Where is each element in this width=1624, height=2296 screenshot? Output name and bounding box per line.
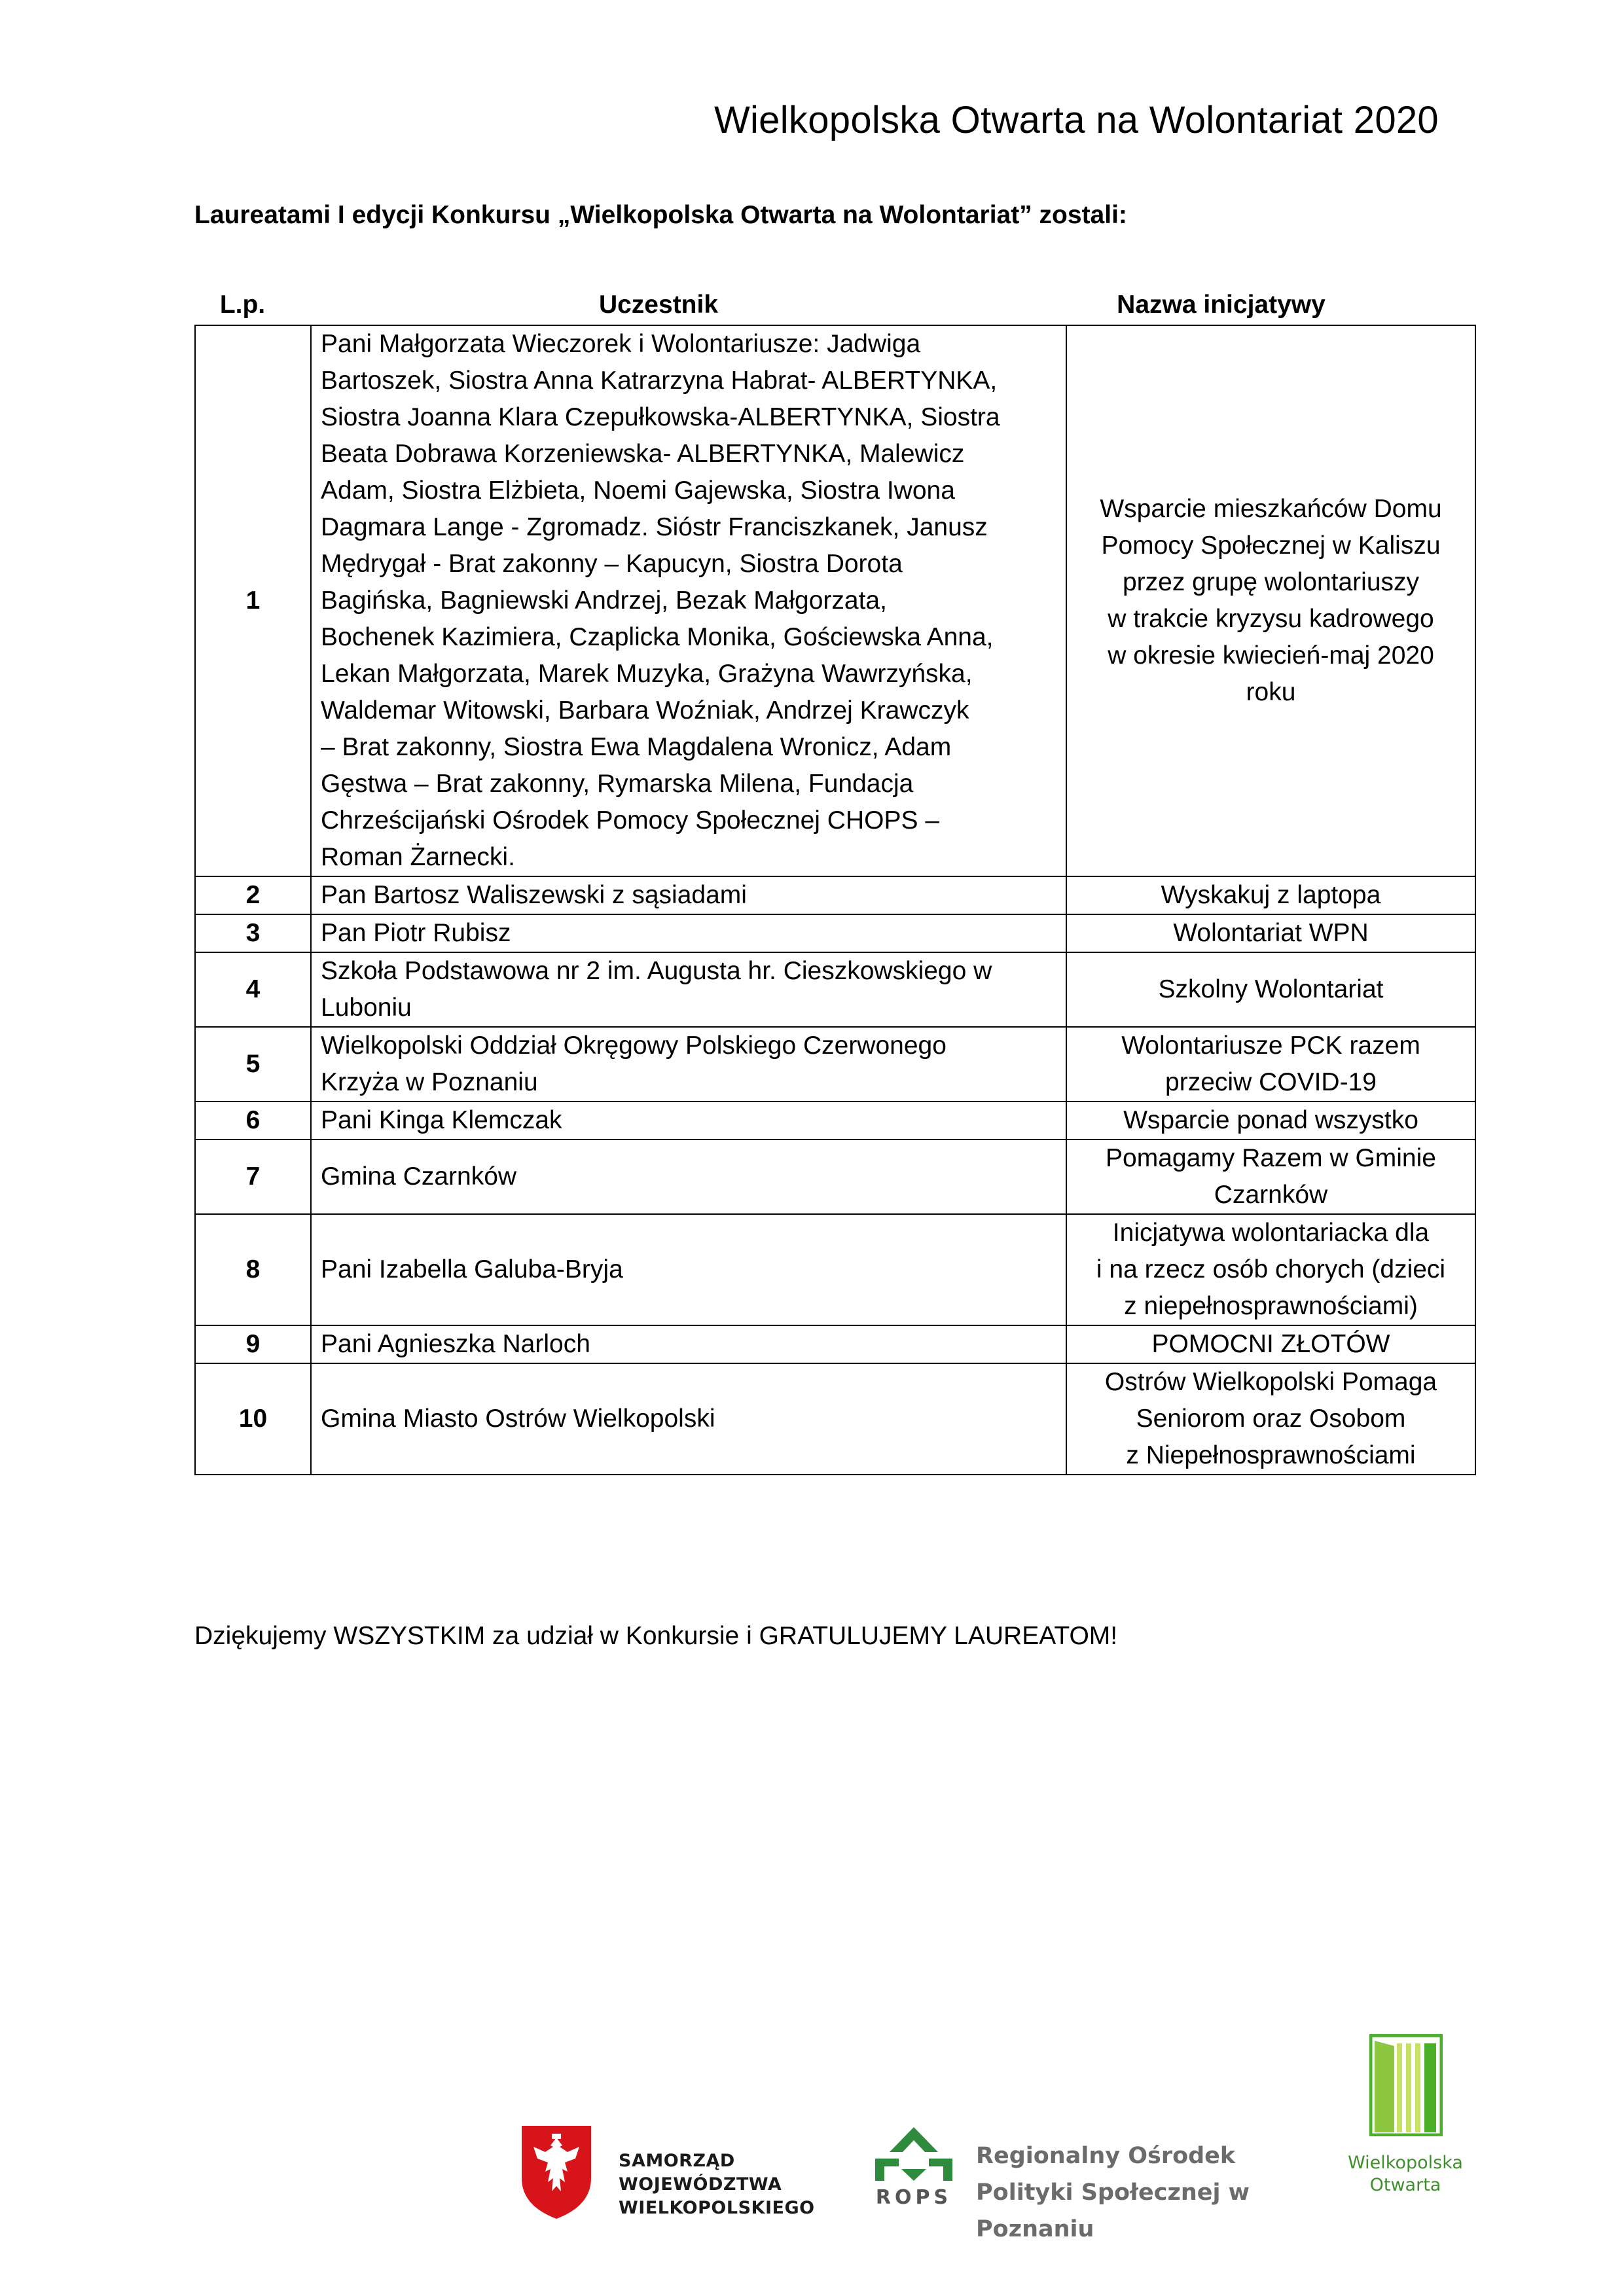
rops-name: Regionalny Ośrodek Polityki Społecznej w Poznaniu xyxy=(976,2143,1250,2242)
participant-cell: Pani Izabella Galuba-Bryja xyxy=(311,1214,1066,1325)
rops-abbreviation: ROPS xyxy=(875,2186,952,2209)
participant-cell: Gmina Czarnków xyxy=(311,1139,1066,1214)
table-row xyxy=(195,1214,1475,1325)
initiative-cell: Wolontariat WPN xyxy=(1066,914,1475,952)
column-header-participant: Uczestnik xyxy=(598,291,719,319)
laureates-table xyxy=(194,325,1476,1475)
row-number: 7 xyxy=(195,1139,311,1214)
row-number: 10 xyxy=(195,1363,311,1475)
row-number: 5 xyxy=(195,1027,311,1102)
table-row xyxy=(195,914,1475,952)
intro-heading: Laureatami I edycji Konkursu „Wielkopolska Otwarta na Wolontariat” zostali: xyxy=(194,201,1127,229)
samorzad-logo-text: SAMORZĄD WOJEWÓDZTWA WIELKOPOLSKIEGO xyxy=(619,2151,815,2218)
column-header-initiative: Nazwa inicjatywy xyxy=(1117,291,1326,319)
initiative-cell: Wyskakuj z laptopa xyxy=(1066,876,1475,914)
wielkopolska-otwarta-logo xyxy=(1343,2034,1468,2204)
table-row xyxy=(195,952,1475,1027)
initiative-cell: POMOCNI ZŁOTÓW xyxy=(1066,1325,1475,1363)
participant-cell: Gmina Miasto Ostrów Wielkopolski xyxy=(311,1363,1066,1475)
eagle-shield-icon xyxy=(519,2123,594,2221)
row-number: 8 xyxy=(195,1214,311,1325)
rops-logo xyxy=(873,2126,1331,2242)
initiative-cell: Wsparcie ponad wszystko xyxy=(1066,1102,1475,1139)
participant-cell: Pan Piotr Rubisz xyxy=(311,914,1066,952)
row-number: 2 xyxy=(195,876,311,914)
row-number: 9 xyxy=(195,1325,311,1363)
row-number: 1 xyxy=(195,325,311,876)
participant-cell: Pani Agnieszka Narloch xyxy=(311,1325,1066,1363)
initiative-cell: Wsparcie mieszkańców Domu Pomocy Społecznej w Kaliszu przez grupę wolontariuszy w trakcie kryzysu kadrowego w okresie kwiecień-maj 2020 roku xyxy=(1066,325,1475,876)
open-door-icon xyxy=(1369,2034,1443,2136)
row-number: 6 xyxy=(195,1102,311,1139)
initiative-cell: Wolontariusze PCK razem przeciw COVID-19 xyxy=(1066,1027,1475,1102)
table-row xyxy=(195,1102,1475,1139)
document-header-title: Wielkopolska Otwarta na Wolontariat 2020 xyxy=(713,99,1439,141)
column-header-lp: L.p. xyxy=(219,291,266,319)
initiative-cell: Szkolny Wolontariat xyxy=(1066,952,1475,1027)
participant-cell: Wielkopolski Oddział Okręgowy Polskiego Czerwonego Krzyża w Poznaniu xyxy=(311,1027,1066,1102)
row-number: 4 xyxy=(195,952,311,1027)
samorzad-logo xyxy=(519,2123,833,2234)
table-row xyxy=(195,1325,1475,1363)
initiative-cell: Inicjatywa wolontariacka dla i na rzecz osób chorych (dzieci z niepełnosprawnościami) xyxy=(1066,1214,1475,1325)
footer-logos xyxy=(0,2029,1624,2242)
rops-arrows-icon xyxy=(873,2126,955,2182)
participant-cell: Pani Kinga Klemczak xyxy=(311,1102,1066,1139)
wielkopolska-otwarta-text: Wielkopolska Otwarta xyxy=(1348,2153,1463,2195)
thanks-note: Dziękujemy WSZYSTKIM za udział w Konkursie i GRATULUJEMY LAUREATOM! xyxy=(194,1622,1118,1650)
initiative-cell: Pomagamy Razem w Gminie Czarnków xyxy=(1066,1139,1475,1214)
row-number: 3 xyxy=(195,914,311,952)
table-row xyxy=(195,876,1475,914)
table-row xyxy=(195,1027,1475,1102)
participant-cell: Pani Małgorzata Wieczorek i Wolontariusze: Jadwiga Bartoszek, Siostra Anna Katrarzyna Habrat- ALBERTYNKA, Siostra Joanna Klara Czepułkowska-ALBERTYNKA, Siostra Beata Dobrawa Korzeniewska- ALBERTYNKA, Malewicz Adam, Siostra Elżbieta, Noemi Gajewska, Siostra Iwona Dagmara Lange - Zgromadz. Sióstr Franciszkanek, Janusz Mędrygał - Brat zakonny – Kapucyn, Siostra Dorota Bagińska, Bagniewski Andrzej, Bezak Małgorzata, Bochenek Kazimiera, Czaplicka Monika, Gościewska Anna, Lekan Małgorzata, Marek Muzyka, Grażyna Wawrzyńska, Waldemar Witowski, Barbara Woźniak, Andrzej Krawczyk – Brat zakonny, Siostra Ewa Magdalena Wronicz, Adam Gęstwa – Brat zakonny, Rymarska Milena, Fundacja Chrześcijański Ośrodek Pomocy Społecznej CHOPS – Roman Żarnecki. xyxy=(311,325,1066,876)
table-header xyxy=(194,291,1416,325)
participant-cell: Pan Bartosz Waliszewski z sąsiadami xyxy=(311,876,1066,914)
table-row xyxy=(195,1139,1475,1214)
table-row xyxy=(195,1363,1475,1475)
participant-cell: Szkoła Podstawowa nr 2 im. Augusta hr. Cieszkowskiego w Luboniu xyxy=(311,952,1066,1027)
table-row xyxy=(195,325,1475,876)
initiative-cell: Ostrów Wielkopolski Pomaga Seniorom oraz Osobom z Niepełnosprawnościami xyxy=(1066,1363,1475,1475)
